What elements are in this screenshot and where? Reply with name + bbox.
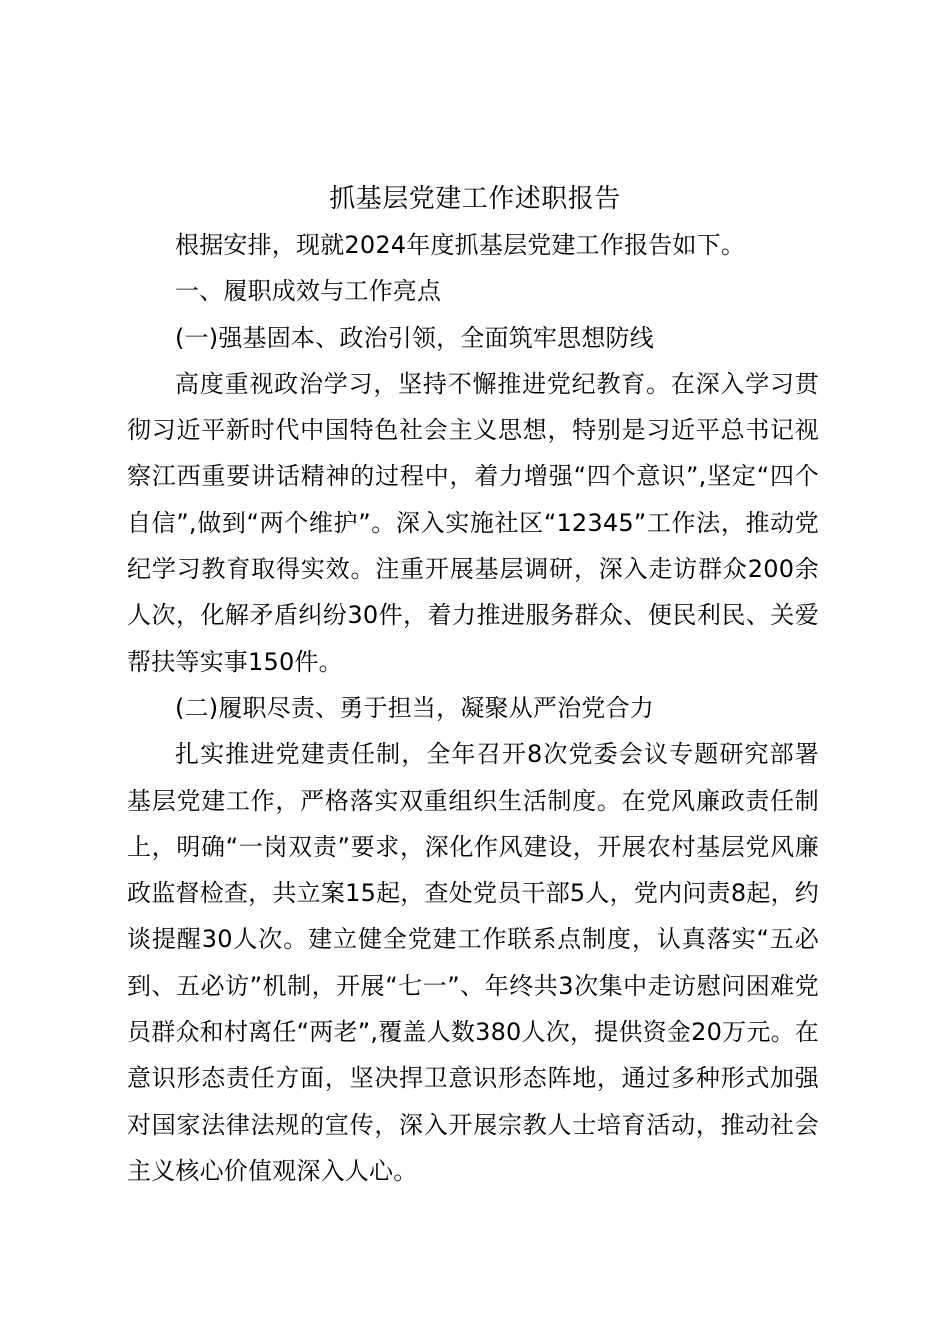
body-paragraph-1: 高度重视政治学习，坚持不懈推进党纪教育。在深入学习贯彻习近平新时代中国特色社会主义思想，特别是习近平总书记视察江西重要讲话精神的过程中，着力增强“四个意识”,坚定“四个自信”,做到“两个维护”。深入实施社区“12345”工作法，推动党纪学习教育取得实效。注重开展基层调研，深入走访群众200余人次，化解矛盾纠纷30件，着力推进服务群众、便民利民、关爱帮扶等实事150件。 (127, 369, 819, 676)
section-heading: 一、履职成效与工作亮点 (175, 277, 442, 306)
document-body (127, 222, 819, 1194)
body-paragraph-2: 扎实推进党建责任制，全年召开8次党委会议专题研究部署基层党建工作，严格落实双重组织生活制度。在党风廉政责任制上，明确“一岗双责”要求，深化作风建设，开展农村基层党风廉政监督检查，共立案15起，查处党员干部5人，党内问责8起，约谈提醒30人次。建立健全党建工作联系点制度，认真落实“五必到、五必访”机制，开展“七一”、年终共3次集中走访慰问困难党员群众和村离任“两老”,覆盖人数380人次，提供资金20万元。在意识形态责任方面，坚决捍卫意识形态阵地，通过多种形式加强对国家法律法规的宣传，深入开展宗教人士培育活动，推动社会主义核心价值观深入人心。 (127, 740, 819, 1185)
intro-paragraph: 根据安排，现就2024年度抓基层党建工作报告如下。 (175, 231, 746, 259)
document-title: 抓基层党建工作述职报告 (329, 184, 621, 214)
subsection-heading-2: (二)履职尽责、勇于担当，凝聚从严治党合力 (175, 693, 654, 722)
subsection-heading-1: (一)强基固本、政治引领，全面筑牢思想防线 (175, 323, 654, 352)
